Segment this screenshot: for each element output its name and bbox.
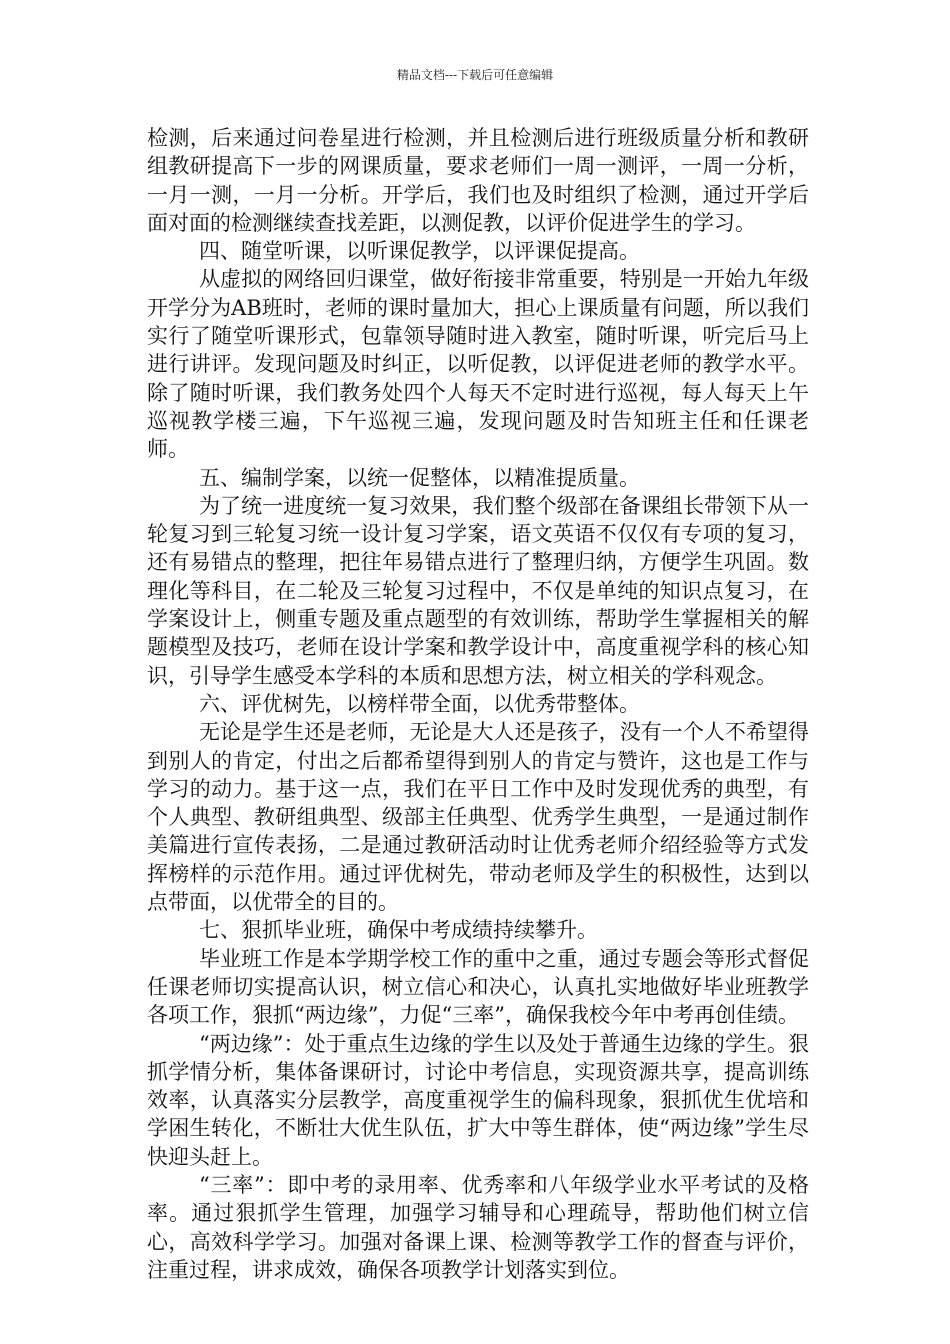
document-body	[147, 124, 809, 1284]
paragraph-3: 为了统一进度统一复习效果，我们整个级部在备课组长带领下从一轮复习到三轮复习统一设计复习学案，语文英语不仅仅有专项的复习，还有易错点的整理，把往年易错点进行了整理归纳，方便学生巩固。数理化等科目，在二轮及三轮复习过程中，不仅是单纯的知识点复习，在学案设计上，侧重专题及重点题型的有效训练，帮助学生掌握相关的解题模型及技巧，老师在设计学案和教学设计中，高度重视学科的核心知识，引导学生感受本学科的本质和思想方法，树立相关的学科观念。	[147, 493, 809, 688]
section-heading-7: 七、狠抓毕业班，确保中考成绩持续攀升。	[199, 918, 598, 943]
paragraph-2: 从虚拟的网络回归课堂，做好衔接非常重要，特别是一开始九年级开学分为AB班时，老师的课时量加大，担心上课质量有问题，所以我们实行了随堂听课形式，包靠领导随时进入教室，随时听课，听完后马上进行讲评。发现问题及时纠正，以听促教，以评促进老师的教学水平。除了随时听课，我们教务处四个人每天不定时进行巡视，每人每天上午巡视教学楼三遍，下午巡视三遍，发现问题及时告知班主任和任课老师。	[147, 267, 809, 462]
paragraph-4: 无论是学生还是老师，无论是大人还是孩子，没有一个人不希望得到别人的肯定，付出之后都希望得到别人的肯定与赞许，这也是工作与学习的动力。基于这一点，我们在平日工作中及时发现优秀的典型，有个人典型、教研组典型、级部主任典型、优秀学生典型，一是通过制作美篇进行宣传表扬，二是通过教研活动时让优秀老师介绍经验等方式发挥榜样的示范作用。通过评优树先，带动老师及学生的积极性，达到以点带面，以优带全的目的。	[147, 720, 809, 915]
section-heading-4: 四、随堂听课，以听课促教学，以评课促提高。	[199, 239, 640, 264]
section-heading-5: 五、编制学案，以统一促整体，以精准提质量。	[199, 465, 640, 490]
paragraph-7: “三率”：即中考的录用率、优秀率和八年级学业水平考试的及格率。通过狠抓学生管理，加强学习辅导和心理疏导，帮助他们树立信心，高效科学学习。加强对备课上课、检测等教学工作的督查与评价，注重过程，讲求成效，确保各项教学计划落实到位。	[147, 1172, 809, 1282]
paragraph-5: 毕业班工作是本学期学校工作的重中之重，通过专题会等形式督促任课老师切实提高认识，树立信心和决心，认真扎实地做好毕业班教学各项工作，狠抓“两边缘”，力促“三率”，确保我校今年中考再创佳绩。	[147, 946, 809, 1028]
paragraph-6: “两边缘”：处于重点生边缘的学生以及处于普通生边缘的学生。狠抓学情分析，集体备课研讨，讨论中考信息，实现资源共享，提高训练效率，认真落实分层教学，高度重视学生的偏科现象，狠抓优生优培和学困生转化，不断壮大优生队伍，扩大中等生群体，使“两边缘”学生尽快迎头赶上。	[147, 1031, 809, 1169]
page-header: 精品文档---下载后可任意编辑	[396, 68, 554, 82]
paragraph-1: 检测，后来通过问卷星进行检测，并且检测后进行班级质量分析和教研组教研提高下一步的网课质量，要求老师们一周一测评，一周一分析，一月一测，一月一分析。开学后，我们也及时组织了检测，通过开学后面对面的检测继续查找差距，以测促教，以评价促进学生的学习。	[147, 126, 809, 235]
section-heading-6: 六、评优树先，以榜样带全面，以优秀带整体。	[199, 691, 640, 716]
